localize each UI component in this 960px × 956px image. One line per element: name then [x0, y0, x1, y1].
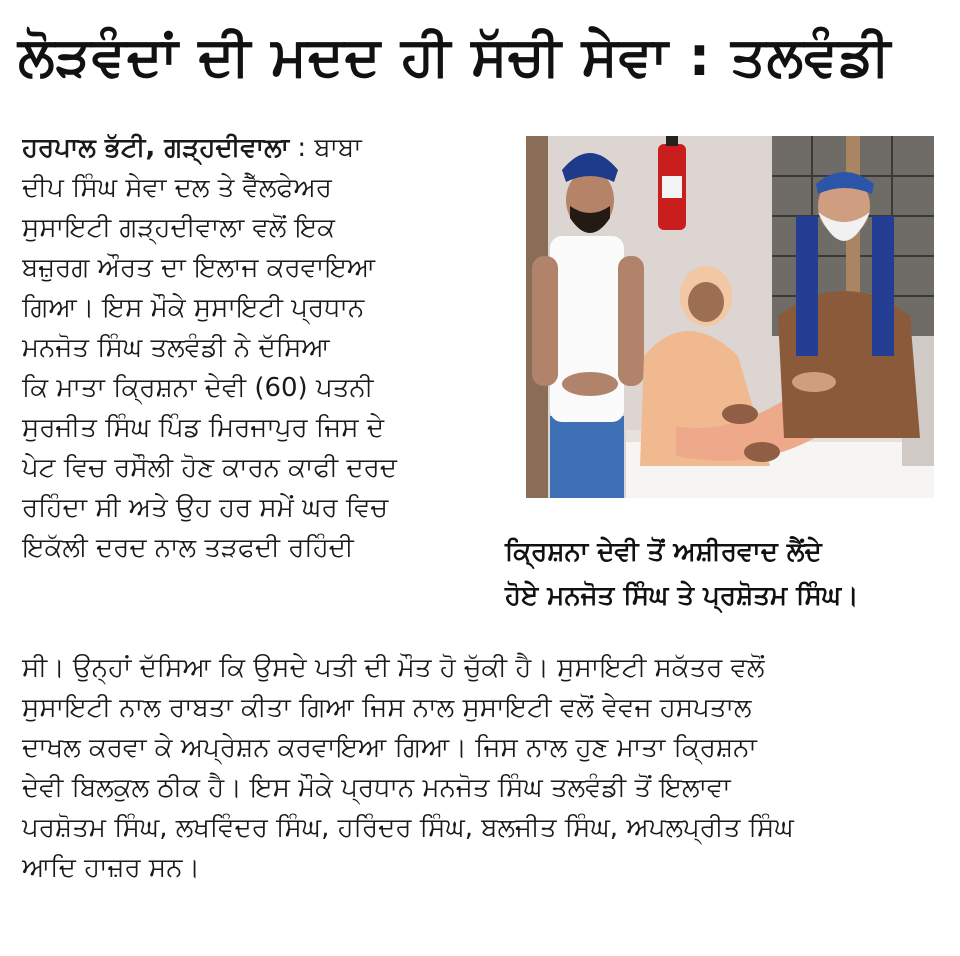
- headline: ਲੋੜਵੰਦਾਂ ਦੀ ਮਦਦ ਹੀ ਸੱਚੀ ਸੇਵਾ : ਤਲਵੰਡੀ: [18, 25, 892, 88]
- photo-caption: [505, 530, 955, 618]
- article-text: : ਬਾਬਾ: [289, 133, 362, 163]
- article-column: [22, 128, 502, 568]
- article-line: ਸੁਸਾਇਟੀ ਨਾਲ ਰਾਬਤਾ ਕੀਤਾ ਗਿਆ ਜਿਸ ਨਾਲ ਸੁਸਾਇਟੀ ਵਲੋਂ ਵੇਵਜ ਹਸਪਤਾਲ: [22, 693, 752, 723]
- article-line: ਦਾਖਲ ਕਰਵਾ ਕੇ ਅਪ੍ਰੇਸ਼ਨ ਕਰਵਾਇਆ ਗਿਆ। ਜਿਸ ਨਾਲ ਹੁਣ ਮਾਤਾ ਕ੍ਰਿਸ਼ਨਾ: [22, 733, 757, 763]
- article-line: ਦੇਵੀ ਬਿਲਕੁਲ ਠੀਕ ਹੈ। ਇਸ ਮੌਕੇ ਪ੍ਰਧਾਨ ਮਨਜੋਤ ਸਿੰਘ ਤਲਵੰਡੀ ਤੋਂ ਇਲਾਵਾ: [22, 773, 731, 803]
- article-line: ਪੇਟ ਵਿਚ ਰਸੌਲੀ ਹੋਣ ਕਾਰਨ ਕਾਫੀ ਦਰਦ: [22, 453, 397, 483]
- article-line: ਸੁਸਾਇਟੀ ਗੜ੍ਹਦੀਵਾਲਾ ਵਲੋਂ ਇਕ: [22, 213, 335, 243]
- article-line: ਬਜ਼ੁਰਗ ਔਰਤ ਦਾ ਇਲਾਜ ਕਰਵਾਇਆ: [22, 253, 376, 283]
- article-line: ਕਿ ਮਾਤਾ ਕ੍ਰਿਸ਼ਨਾ ਦੇਵੀ (60) ਪਤਨੀ: [22, 373, 374, 403]
- article-line: ਸੀ। ਉਨ੍ਹਾਂ ਦੱਸਿਆ ਕਿ ਉਸਦੇ ਪਤੀ ਦੀ ਮੌਤ ਹੋ ਚੁੱਕੀ ਹੈ। ਸੁਸਾਇਟੀ ਸਕੱਤਰ ਵਲੋਂ: [22, 653, 765, 683]
- article-line: [22, 128, 502, 168]
- article-continuation: [22, 648, 942, 888]
- caption-line: ਹੋਏ ਮਨਜੋਤ ਸਿੰਘ ਤੇ ਪ੍ਰਸ਼ੋਤਮ ਸਿੰਘ।: [505, 581, 859, 611]
- article-line: ਇਕੱਲੀ ਦਰਦ ਨਾਲ ਤੜਫਦੀ ਰਹਿੰਦੀ: [22, 533, 354, 563]
- article-line: ਦੀਪ ਸਿੰਘ ਸੇਵਾ ਦਲ ਤੇ ਵੈੱਲਫੇਅਰ: [22, 173, 332, 203]
- byline: ਹਰਪਾਲ ਭੱਟੀ, ਗੜ੍ਹਦੀਵਾਲਾ: [22, 133, 290, 163]
- caption-line: ਕ੍ਰਿਸ਼ਨਾ ਦੇਵੀ ਤੋਂ ਅਸ਼ੀਰਵਾਦ ਲੈਂਦੇ: [505, 537, 822, 567]
- article-line: ਗਿਆ। ਇਸ ਮੌਕੇ ਸੁਸਾਇਟੀ ਪ੍ਰਧਾਨ: [22, 293, 365, 323]
- article-line: ਰਹਿੰਦਾ ਸੀ ਅਤੇ ਉਹ ਹਰ ਸਮੇਂ ਘਰ ਵਿਚ: [22, 493, 389, 523]
- news-photo: [526, 136, 934, 498]
- article-line: ਪਰਸ਼ੋਤਮ ਸਿੰਘ, ਲਖਵਿੰਦਰ ਸਿੰਘ, ਹਰਿੰਦਰ ਸਿੰਘ, ਬਲਜੀਤ ਸਿੰਘ, ਅਪਲਪ੍ਰੀਤ ਸਿੰਘ: [22, 813, 794, 843]
- article-line: ਮਨਜੋਤ ਸਿੰਘ ਤਲਵੰਡੀ ਨੇ ਦੱਸਿਆ: [22, 333, 330, 363]
- article-line: ਆਦਿ ਹਾਜ਼ਰ ਸਨ।: [22, 853, 200, 883]
- article-line: ਸੁਰਜੀਤ ਸਿੰਘ ਪਿੰਡ ਮਿਰਜਾਪੁਰ ਜਿਸ ਦੇ: [22, 413, 385, 443]
